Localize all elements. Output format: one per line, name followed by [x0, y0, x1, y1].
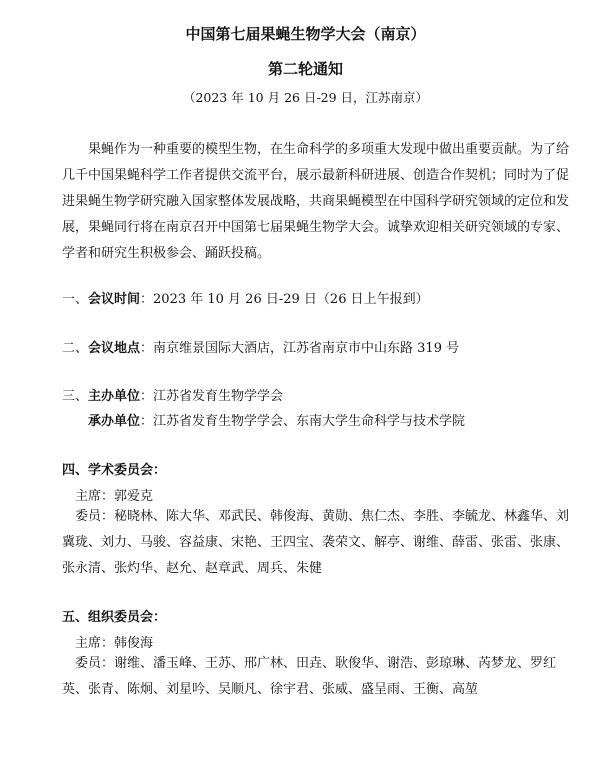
section-organizer — [88, 410, 465, 429]
section-number: 三、 — [62, 389, 89, 404]
section-label: 会议地点 — [88, 341, 141, 356]
section-label: 承办单位 — [88, 414, 141, 429]
intro-paragraph: 果蝇作为一种重要的模型生物，在生命科学的多项重大发现中做出重要贡献。为了给几千中国果蝇科学工作者提供交流平台，展示最新科研进展、创造合作契机；同时为了促进果蝇生物学研究融入国家整体发展战略，共商果蝇模型在中国科学研究领域的定位和发展，果蝇同行将在南京召开中国第七届果蝇生物学大会。诚挚欢迎相关研究领域的专家、学者和研究生积极参会、踊跃投稿。 — [62, 142, 570, 261]
document-subtitle: 第二轮通知 — [267, 60, 343, 78]
section-value: ：江苏省发育生物学学会 — [140, 389, 284, 404]
section-venue — [62, 337, 459, 356]
academic-committee-members: 委员：秘晓林、陈大华、邓武民、韩俊海、黄勋、焦仁杰、李胜、李毓龙、林鑫华、刘冀珑、刘力、马骏、容益康、宋艳、王四宝、袭荣文、解亭、谢维、薛雷、张雷、张康、张永清、张灼华、赵允、赵章武、周兵、朱健 — [62, 509, 570, 576]
section-value: ：江苏省发育生物学学会、东南大学生命科学与技术学院 — [140, 414, 466, 429]
document-title: 中国第七届果蝇生物学大会（南京） — [185, 25, 426, 43]
section-value: ：2023 年 10 月 26 日-29 日（26 日上午报到） — [140, 292, 429, 307]
section-value: ：南京维景国际大酒店，江苏省南京市中山东路 319 号 — [140, 341, 460, 356]
academic-committee-chair: 主席：郭爱克 — [75, 489, 154, 504]
organizing-committee-chair: 主席：韩俊海 — [75, 636, 154, 651]
section-number: 二、 — [62, 341, 89, 356]
date-location-line: （2023 年 10 月 26 日-29 日，江苏南京） — [182, 90, 429, 105]
academic-committee-heading: 四、学术委员会： — [62, 463, 167, 478]
section-number: 一、 — [62, 292, 89, 307]
section-label: 主办单位 — [88, 389, 141, 404]
section-host — [62, 385, 283, 404]
organizing-committee-members: 委员：谢维、潘玉峰、王苏、邢广林、田垚、耿俊华、谢浩、彭琼琳、芮梦龙、罗红英、张青、陈炯、刘星吟、吴顺凡、徐宇君、张威、盛呈雨、王衡、高堃 — [62, 656, 557, 697]
section-label: 会议时间 — [88, 292, 141, 307]
section-time — [62, 288, 429, 307]
organizing-committee-heading: 五、组织委员会： — [62, 610, 167, 625]
